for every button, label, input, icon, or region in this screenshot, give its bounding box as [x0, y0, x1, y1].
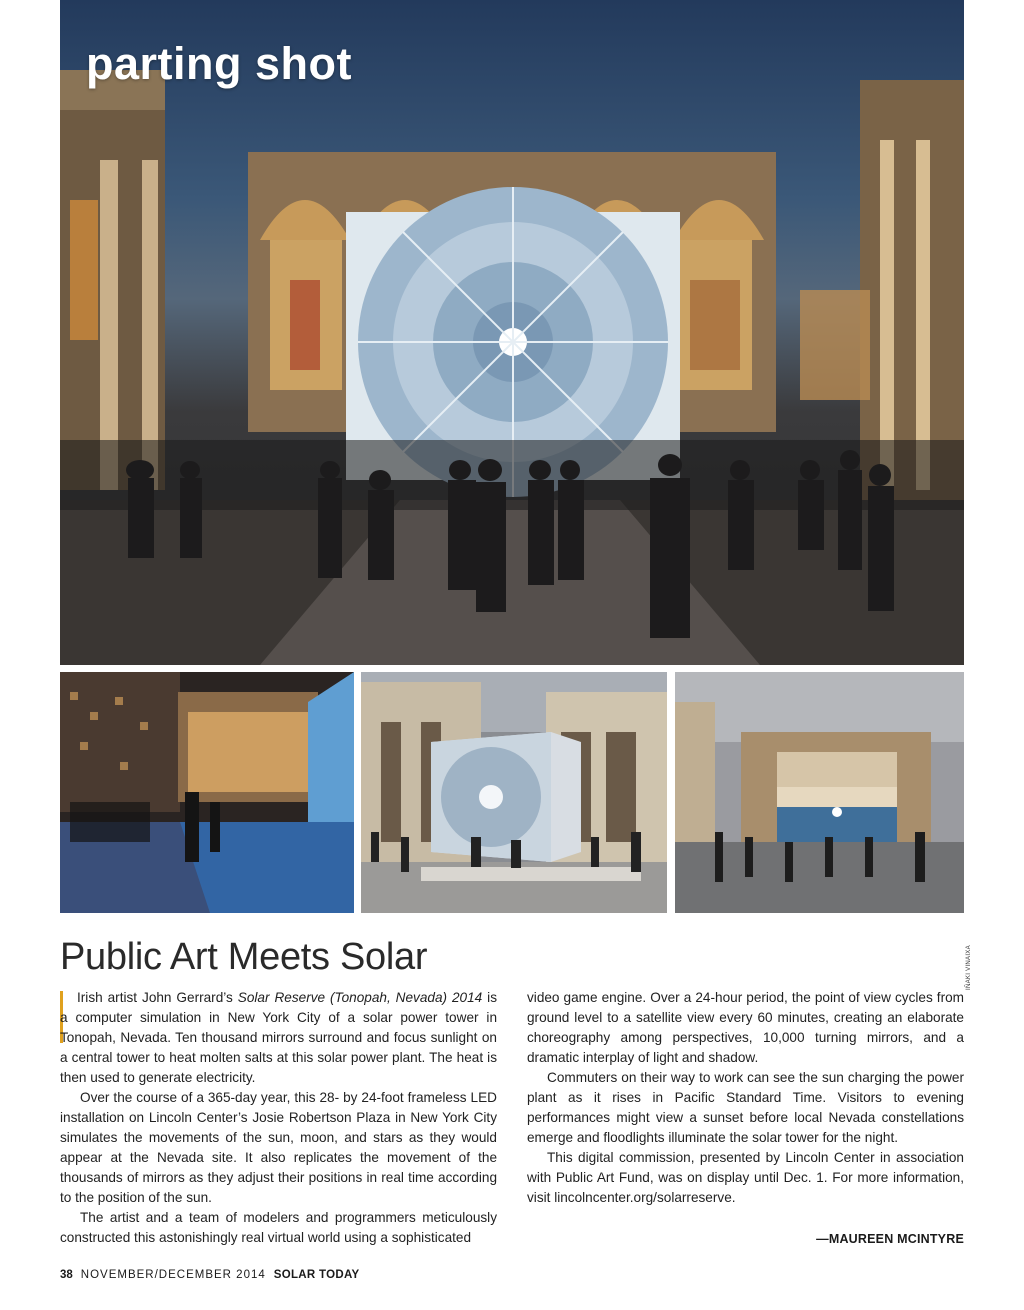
thumbnail-scene-2	[361, 672, 667, 913]
hero-scene	[60, 0, 964, 665]
thumbnail-photo-led-cube	[361, 672, 667, 913]
hero-photo	[60, 0, 964, 665]
artwork-title: Solar Reserve (Tonopah, Nevada) 2014	[237, 990, 483, 1005]
section-kicker: parting shot	[86, 38, 352, 89]
paragraph-5: This digital commission, presented by Lincoln Center in association with Public Art Fund, was on display until Dec. 1. For more information, visit lincolncenter.org/solarreserve.	[527, 1150, 964, 1205]
paragraph-3-right: video game engine. Over a 24-hour period, the point of view cycles from ground level to a satellite view every 60 minutes, creating an elaborate choreography among perspectives, 10,000 turning mirrors, and a dramatic interplay of light and shadow.	[527, 990, 964, 1065]
paragraph-4: Commuters on their way to work can see the sun charging the power plant as it rises in Pacific Standard Time. Visitors to evening performances might view a sunset before local Nevada constellations emerge and floodlights illuminate the solar tower for the night.	[527, 1070, 964, 1145]
photo-credit: IÑAKI VINAIXA	[966, 945, 972, 990]
article-column-right	[527, 988, 964, 1208]
paragraph-1	[60, 988, 497, 1088]
page-number: 38	[60, 1269, 73, 1281]
thumbnail-scene-1	[60, 672, 354, 913]
issue-date: NOVEMBER/DECEMBER 2014	[80, 1269, 266, 1281]
article-headline: Public Art Meets Solar	[60, 936, 428, 978]
paragraph-1-indented-lead	[60, 990, 497, 1085]
photo-credit-wrap	[964, 930, 974, 990]
thumbnail-scene-3	[675, 672, 964, 913]
paragraph-1-text-b: is a computer simulation in New York City of a solar power tower in Tonopah, Nevada. Ten thousand mirrors surround and focus sunlight on a central tower to heat molten salts at this solar power plant. The heat is then used to generate electricity.	[60, 990, 497, 1085]
article-column-left	[60, 988, 497, 1248]
paragraph-2: Over the course of a 365-day year, this 28- by 24-foot frameless LED installation on Lincoln Center’s Josie Robertson Plaza in New York City simulates the movements of the sun, moon, and stars as they would appear at the Nevada site. It also replicates the movement of the thousands of mirrors as they adjust their positions in real time according to the position of the sun.	[60, 1090, 497, 1205]
magazine-name: SOLAR TODAY	[273, 1269, 360, 1281]
author-byline: —MAUREEN MCINTYRE	[816, 1232, 964, 1246]
thumbnail-photo-night-plaza	[60, 672, 354, 913]
drop-cap: I	[77, 990, 81, 1005]
thumbnail-photo-sunrise-screen	[675, 672, 964, 913]
paragraph-3-left: The artist and a team of modelers and programmers meticulously constructed this astonishingly real virtual world using a sophisticated	[60, 1210, 497, 1245]
paragraph-1-text-a: rish artist John Gerrard’s	[80, 990, 238, 1005]
page-folio	[60, 1269, 360, 1281]
